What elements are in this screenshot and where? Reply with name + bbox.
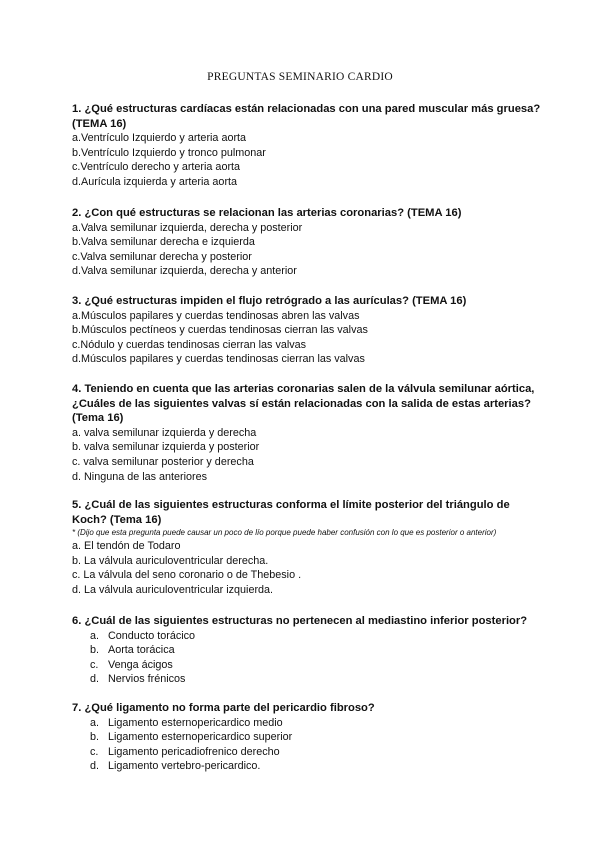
option-b (72, 643, 542, 658)
option-label: Ligamento pericadiofrenico derecho (108, 745, 280, 758)
option-d: d.Músculos papilares y cuerdas tendinosas cierran las valvas (72, 353, 365, 366)
option-c (72, 658, 542, 673)
question-text: 5. ¿Cuál de las siguientes estructuras conforma el límite posterior del triángulo de Koch? (Tema 16) (72, 499, 510, 526)
option-marker: d. (90, 760, 100, 773)
question-5 (72, 498, 542, 598)
option-label: Ligamento vertebro-pericardico. (108, 760, 261, 773)
option-label: Ligamento esternopericardico medio (108, 716, 283, 729)
question-note: * (Dijo que esta pregunta puede causar un poco de lío porque puede haber confusión con lo que es posterior o anterior) (72, 528, 497, 538)
option-a: a. valva semilunar izquierda y derecha (72, 426, 257, 439)
option-c: c. La válvula del seno coronario o de Thebesio . (72, 569, 302, 582)
document-title: PREGUNTAS SEMINARIO CARDIO (207, 71, 393, 83)
option-c: c.Valva semilunar derecha y posterior (72, 250, 252, 263)
option-d: d. La válvula auriculoventricular izquierda. (72, 583, 274, 596)
options-list (72, 426, 542, 484)
option-marker: b. (90, 644, 100, 657)
question-text: 3. ¿Qué estructuras impiden el flujo retrógrado a las aurículas? (TEMA 16) (72, 295, 467, 307)
option-b: b.Ventrículo Izquierdo y tronco pulmonar (72, 146, 266, 159)
option-a (72, 716, 542, 731)
option-b: b.Músculos pectíneos y cuerdas tendinosas cierran las valvas (72, 324, 368, 337)
option-a: a.Ventrículo Izquierdo y arteria aorta (72, 132, 247, 145)
option-marker: a. (90, 716, 100, 729)
option-a: a. El tendón de Todaro (72, 540, 181, 553)
option-label: Conducto torácico (108, 629, 196, 642)
option-a (72, 629, 542, 644)
option-d: d.Valva semilunar izquierda, derecha y anterior (72, 265, 297, 278)
option-c: c. valva semilunar posterior y derecha (72, 455, 254, 468)
question-7 (72, 701, 542, 774)
question-3 (72, 294, 542, 367)
option-marker: c. (90, 745, 99, 758)
options-list (72, 309, 542, 367)
option-a: a.Valva semilunar izquierda, derecha y posterior (72, 221, 303, 234)
question-text: 2. ¿Con qué estructuras se relacionan las arterias coronarias? (TEMA 16) (72, 207, 462, 219)
option-d: d.Aurícula izquierda y arteria aorta (72, 175, 238, 188)
option-marker: c. (90, 658, 99, 671)
option-label: Ligamento esternopericardico superior (108, 731, 293, 744)
question-2 (72, 206, 542, 279)
option-label: Nervios frénicos (108, 673, 186, 686)
option-marker: a. (90, 629, 100, 642)
question-6 (72, 614, 542, 687)
option-b: b.Valva semilunar derecha e izquierda (72, 236, 255, 249)
option-c (72, 745, 542, 760)
option-marker: d. (90, 673, 100, 686)
options-list (72, 716, 542, 774)
option-label: Aorta torácica (108, 644, 175, 657)
question-text: 4. Teniendo en cuenta que las arterias coronarias salen de la válvula semilunar aórtica, ¿Cuáles de las siguientes valvas sí están relacionadas con la salida de estas arterias? (Tema 16) (72, 383, 535, 425)
option-d: d. Ninguna de las anteriores (72, 470, 208, 483)
option-a: a.Músculos papilares y cuerdas tendinosas abren las valvas (72, 309, 360, 322)
option-c: c.Ventrículo derecho y arteria aorta (72, 161, 241, 174)
option-d (72, 672, 542, 687)
options-list (72, 629, 542, 687)
option-b (72, 730, 542, 745)
option-b: b. valva semilunar izquierda y posterior (72, 441, 260, 454)
option-b: b. La válvula auriculoventricular derecha. (72, 554, 269, 567)
question-text: 7. ¿Qué ligamento no forma parte del pericardio fibroso? (72, 702, 375, 714)
question-text: 1. ¿Qué estructuras cardíacas están relacionadas con una pared muscular más gruesa? (TEMA 16) (72, 103, 541, 130)
option-c: c.Nódulo y cuerdas tendinosas cierran las valvas (72, 338, 307, 351)
options-list (72, 221, 542, 279)
question-4 (72, 382, 542, 484)
option-marker: b. (90, 731, 100, 744)
option-label: Venga ácigos (108, 658, 173, 671)
option-d (72, 759, 542, 774)
question-text: 6. ¿Cuál de las siguientes estructuras no pertenecen al mediastino inferior posterior? (72, 615, 528, 627)
options-list (72, 131, 542, 189)
options-list (72, 539, 542, 597)
question-1 (72, 102, 542, 190)
